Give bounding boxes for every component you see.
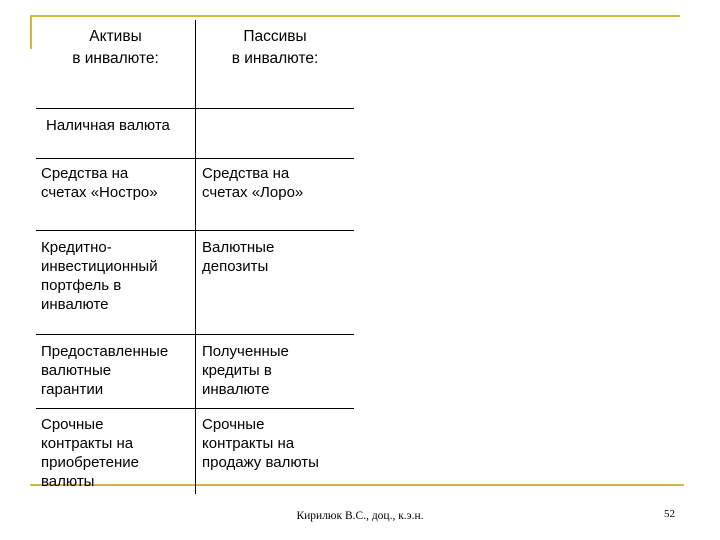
table-row-divider [36,230,354,231]
accent-bar-left [30,15,32,49]
liability-cell: Полученные кредиты в инвалюте [202,343,289,398]
table-row-divider [36,408,354,409]
footer-author: Кирилюк В.С., доц., к.э.н. [296,510,424,522]
page-number: 52 [664,508,675,520]
table-column-divider [195,20,196,494]
asset-cell: Наличная валюта [46,117,170,134]
asset-cell: Средства на счетах «Ностро» [41,165,158,201]
liability-cell: Валютные депозиты [202,239,275,275]
header-liabilities: Пассивы в инвалюте: [231,28,319,67]
accent-bar-top [30,15,680,17]
asset-cell: Кредитно- инвестиционный портфель в инвалюте [41,239,158,313]
table-row-divider [36,108,354,109]
table-row-divider [36,158,354,159]
asset-cell: Срочные контракты на приобретение валюты [41,416,140,490]
liability-cell: Срочные контракты на продажу валюты [202,416,319,471]
liability-cell: Средства на счетах «Лоро» [202,165,304,201]
asset-cell: Предоставленные валютные гарантии [41,343,169,398]
header-assets: Активы в инвалюте: [72,28,159,67]
table-row-divider [36,334,354,335]
